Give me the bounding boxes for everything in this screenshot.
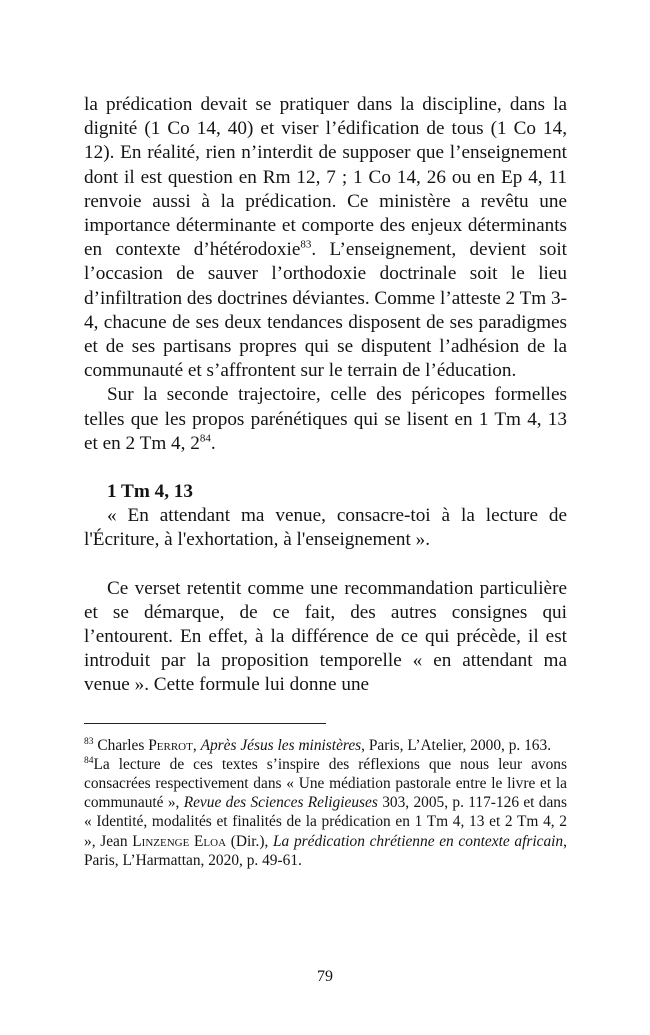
page-content [84, 93, 567, 870]
footnote-divider [84, 723, 326, 724]
quote-paragraph: « En attendant ma venue, consacre-toi à la lecture de l'Écriture, à l'exhortation, à l'enseignement ». [84, 505, 567, 551]
section-heading: 1 Tm 4, 13 [107, 481, 193, 503]
page-number: 79 [317, 968, 333, 985]
footnote-83: $^{83}$ Charles Perrot, Après Jésus les ministères, Paris, L’Atelier, 2000, p. 163. [84, 736, 552, 754]
footnotes [84, 736, 567, 870]
main-text [84, 93, 567, 698]
footnote-84: $^{84}$La lecture de ces textes s’inspire des réflexions que nous leur avons consacrées respectivement dans « Une médiation pastorale entre le livre et la communauté », Revue des Sciences Religieuses 303, 2005, p. 117-126 et dans « Identité, modalités et finalités de la prédication en 1 Tm 4, 13 et 2 Tm 4, 2 », Jean Linzenge Eloa (Dir.), La prédication chrétienne en contexte africain, Paris, L’Harmattan, 2020, p. 49-61. [84, 755, 567, 869]
footnote-ref-84[interactable]: 84 [199, 432, 211, 445]
paragraph: Sur la seconde trajectoire, celle des péricopes formelles telles que les propos parénétiques qui se lisent en 1 Tm 4, 13 et en 2 Tm 4, $2^{84}$. [84, 384, 567, 454]
footnote-ref-83[interactable]: 83 [300, 238, 312, 251]
paragraph: Ce verset retentit comme une recommandation particulière et se démarque, de ce fait, des autres consignes qui l’entourent. En effet, à la différence de ce qui précède, il est introduit par la proposition temporelle « en attendant ma venue ». Cette formule lui donne une [84, 577, 567, 696]
paragraph: la prédication devait se pratiquer dans la discipline, dans la dignité (1 Co 14, 40) et viser l’édification de tous (1 Co 14, 12). En réalité, rien n’interdit de supposer que l’enseignement dont il est question en Rm 12, 7 ; 1 Co 14, 26 ou en Ep 4, 11 renvoie aussi à la prédication. Ce ministère a revêtu une importance déterminante et comporte des enjeux déterminants en contexte d’hétérodoxie$^{83}$. L’enseignement, devient soit l’occasion de sauver l’orthodoxie doctrinale soit le lieu d’infiltration des doctrines déviantes. Comme l’atteste 2 Tm 3-4, chacune de ses deux tendances disposent de ses paradigmes et de ses partisans propres qui se disputent l’adhésion de la communauté et s’affrontent sur le terrain de l’éducation. [84, 94, 567, 382]
